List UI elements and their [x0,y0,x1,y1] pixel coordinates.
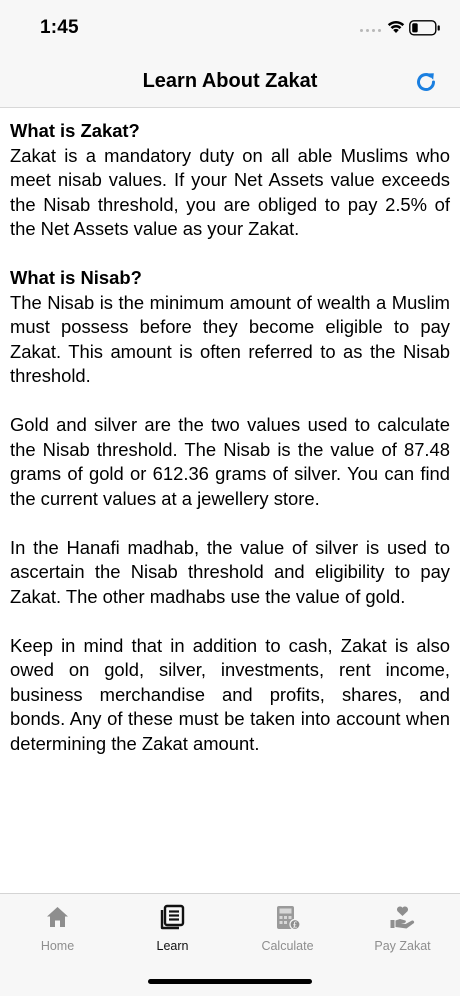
section-paragraph: The Nisab is the minimum amount of wealth a Muslim must possess before they become eligible to pay Zakat. This amount is often referred to as the Nisab threshold. [10,291,450,386]
donate-hand-icon [389,904,416,931]
status-bar [0,0,460,58]
section-paragraph: In the Hanafi madhab, the value of silver is used to ascertain the Nisab threshold and eligibility to pay Zakat. The other madhabs use the value of gold. [10,536,450,607]
home-icon [44,904,71,931]
book-icon [159,904,186,931]
section-paragraph: Keep in mind that in addition to cash, Zakat is also owed on gold, silver, investments, rent income, business merchandise and profits, shares, and bonds. Any of these must be taken into account when determining the Zakat amount. [10,634,450,754]
tab-calculate[interactable] [230,894,345,954]
section-what-is-zakat [10,119,450,242]
navigation-bar [0,58,460,108]
tab-home[interactable] [0,894,115,954]
tab-pay-zakat[interactable] [345,894,460,954]
section-what-is-nisab [10,266,450,389]
calculator-icon [274,904,301,931]
svg-text:£: £ [292,920,298,930]
tab-label: Calculate [261,939,314,953]
status-time: 1:45 [40,17,79,38]
section-heading: What is Nisab? [10,267,142,288]
home-indicator [148,979,312,984]
refresh-icon[interactable] [412,68,440,96]
wifi-icon [386,19,406,34]
tab-label: Learn [156,939,189,953]
page-title: Learn About Zakat [142,70,318,92]
tab-label: Home [40,939,75,953]
battery-icon [409,20,441,36]
article-content [10,119,450,781]
tab-learn[interactable] [115,894,230,954]
section-paragraph: Zakat is a mandatory duty on all able Muslims who meet nisab values. If your Net Assets value exceeds the Nisab threshold, you are obliged to pay 2.5% of the Net Assets value as your Zakat. [10,144,450,239]
section-heading: What is Zakat? [10,120,140,141]
tab-label: Pay Zakat [374,939,431,953]
section-paragraph: Gold and silver are the two values used to calculate the Nisab threshold. The Nisab is the value of 87.48 grams of gold or 612.36 grams of silver. You can find the current values at a jewellery store. [10,414,450,509]
cellular-signal-icon [360,29,381,32]
